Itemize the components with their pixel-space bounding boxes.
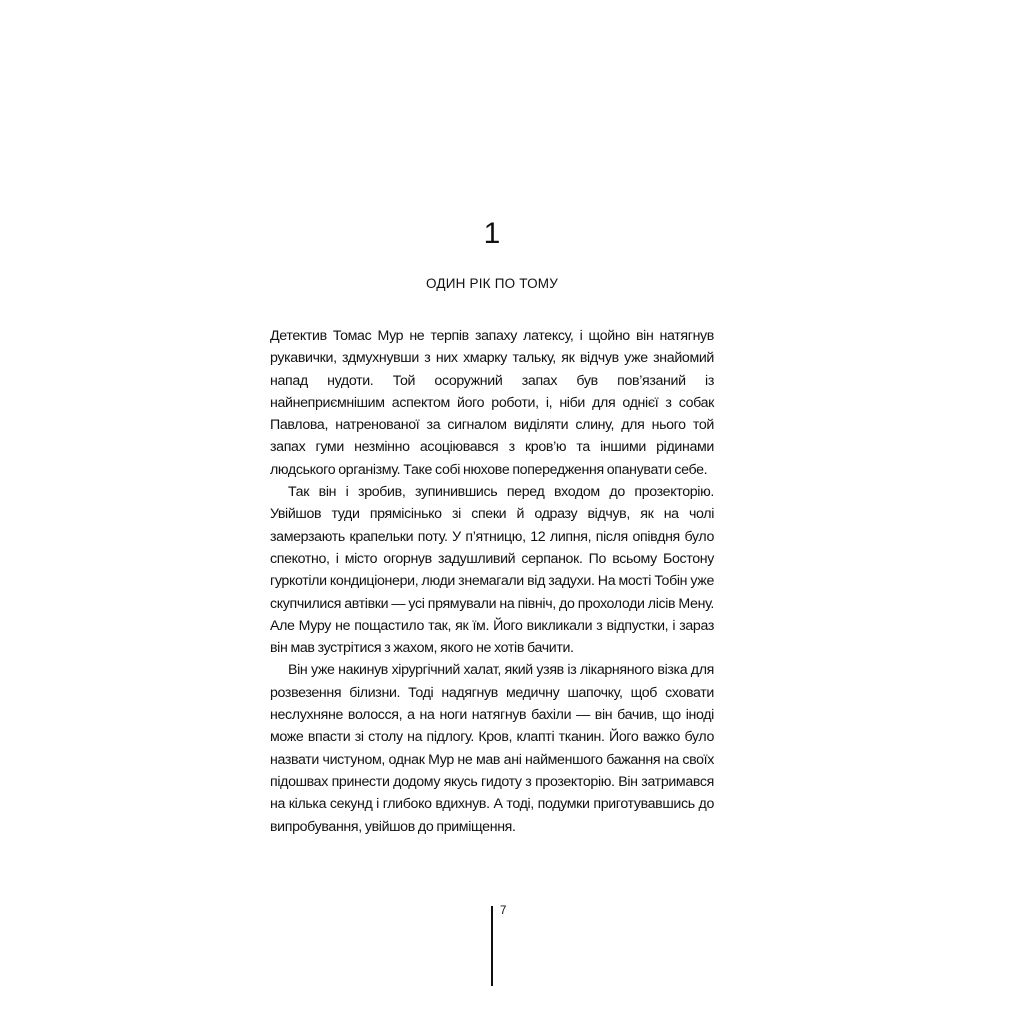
chapter-title: ОДИН РІК ПО ТОМУ — [425, 276, 559, 291]
chapter-number: 1 — [483, 217, 501, 250]
paragraph: Детектив Томас Мур не терпів запаху латексу, і щойно він натягнув рукавички, здмухнувши з них хмарку тальку, як відчув уже знайомий напад нудоти. Той осоружний запах був пов’язаний із найнеприємнішим аспектом його роботи, і, ніби для однієї з собак Павлова, натренованої за сигналом виділяти слину, для нього той запах гуми незмінно асоціювався з кров’ю та іншими рідинами людського організму. Таке собі нюхове попередження опанувати себе. — [270, 328, 714, 478]
paragraph: Так він і зробив, зупинившись перед входом до прозекторію. Увійшов туди прямісінько зі спеки й одразу відчув, як на чолі замерзають крапельки поту. У п’ятницю, 12 липня, після опівдня було спекотно, і місто огорнув задушливий серпанок. По всьому Бостону гуркотіли кондиціонери, люди знемагали від задухи. На мості Тобін уже скупчилися автівки — усі прямували на північ, до прохолоди лісів Мену. Але Муру не пощастило так, як їм. Його викликали з відпустки, і зараз він мав зустрітися з жахом, якого не хотів бачити. — [270, 484, 714, 657]
page-number: 7 — [500, 905, 507, 917]
paragraph: Він уже накинув хірургічний халат, який узяв із лікарняного візка для розвезення білизни. Тоді надягнув медичну шапочку, щоб сховати неслухняне волосся, а на ноги натягнув бахіли — він бачив, що іноді може впасти зі столу на підлогу. Кров, клапті тканин. Його важко було назвати чистуном, однак Мур не мав ані найменшого бажання на своїх підошвах принести додому якусь гидоту з прозекторію. Він затримався на кілька секунд і глибоко вдихнув. А тоді, подумки приготувавшись до випробування, увійшов до приміщення. — [270, 662, 714, 835]
chapter-body — [270, 325, 714, 838]
footer-rule — [491, 906, 493, 986]
